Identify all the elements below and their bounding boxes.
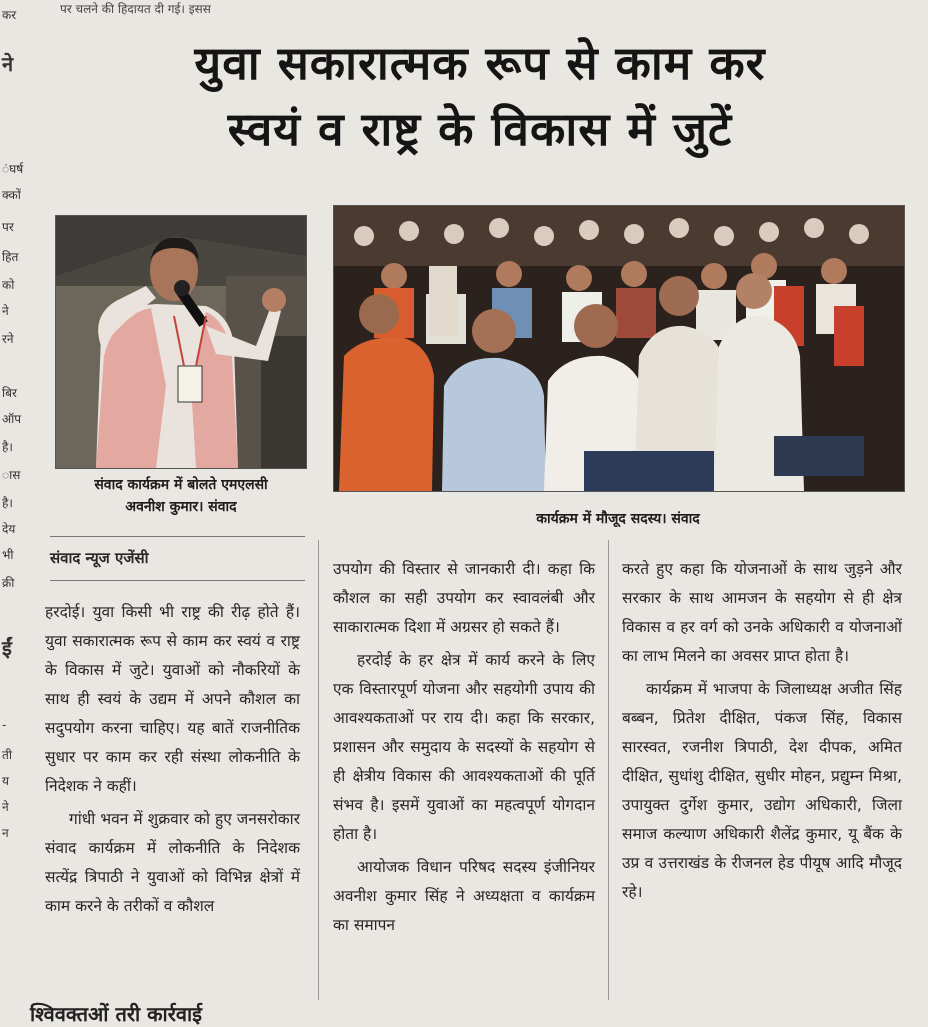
article-column-1 bbox=[45, 598, 300, 925]
audience-photo bbox=[333, 205, 905, 492]
speaker-photo bbox=[55, 215, 307, 469]
fragment: पर bbox=[2, 220, 14, 234]
fragment: हित bbox=[2, 250, 19, 264]
fragment: बिर bbox=[2, 386, 17, 400]
fragment: ने bbox=[2, 800, 9, 814]
byline: संवाद न्यूज एजेंसी bbox=[50, 549, 149, 567]
column-divider bbox=[608, 540, 609, 1000]
fragment: न bbox=[2, 826, 9, 840]
speaker-photo-caption bbox=[50, 474, 312, 518]
headline-line-2: स्वयं व राष्ट्र के विकास में जुटें bbox=[227, 102, 733, 156]
adjacent-column-fragments bbox=[0, 0, 36, 1024]
fragment: ती bbox=[2, 748, 12, 762]
fragment: रने bbox=[2, 332, 14, 346]
fragment: - bbox=[2, 718, 7, 732]
fragment: ऑप bbox=[2, 412, 22, 426]
previous-article-fragment: पर चलने की हिदायत दी गई। इसस bbox=[60, 2, 211, 16]
article-column-3 bbox=[622, 555, 902, 911]
headline-line-1: युवा सकारात्मक रूप से काम कर bbox=[194, 36, 766, 90]
fragment: कर bbox=[2, 8, 17, 22]
column-divider bbox=[318, 540, 319, 1000]
fragment: भी bbox=[2, 548, 14, 562]
speaker-caption-line-1: संवाद कार्यक्रम में बोलते एमएलसी bbox=[94, 477, 268, 493]
headline bbox=[45, 30, 915, 162]
fragment: क्कों bbox=[2, 188, 21, 202]
article-column-2 bbox=[333, 555, 595, 944]
speaker-illustration bbox=[56, 216, 306, 468]
byline-rule-bottom bbox=[50, 580, 305, 581]
speaker-caption-line-2: अवनीश कुमार। संवाद bbox=[125, 499, 237, 515]
audience-photo-caption: कार्यक्रम में मौजूद सदस्य। संवाद bbox=[536, 511, 700, 527]
byline-rule-top bbox=[50, 536, 305, 537]
next-article-fragment: श्विवक्तओं तरी कार्रवाई bbox=[30, 1002, 203, 1026]
fragment: ने bbox=[2, 52, 14, 76]
audience-illustration bbox=[334, 206, 904, 491]
fragment: ने bbox=[2, 304, 9, 318]
paragraph: उपयोग की विस्तार से जानकारी दी। कहा कि कौशल का सही उपयोग कर स्वावलंबी और साकारात्मक दिशा में अग्रसर हो सकते हैं। bbox=[333, 560, 595, 636]
paragraph: गांधी भवन में शुक्रवार को हुए जनसरोकार संवाद कार्यक्रम में लोकनीति के निदेशक सत्येंद्र त्रिपाठी ने युवाओं को विभिन्न क्षेत्रों में काम करने के तरीकों व कौशल bbox=[45, 810, 300, 915]
fragment: को bbox=[2, 278, 15, 292]
fragment: ंघर्ष bbox=[2, 162, 24, 176]
paragraph: हरदोई। युवा किसी भी राष्ट्र की रीढ़ होते हैं। युवा सकारात्मक रूप से काम कर स्वयं व राष्ट्र के विकास में जुटे। युवाओं को नौकरियों के साथ ही स्वयं के उद्यम में अपने कौशल का सदुपयोग करना चाहिए। यह बातें राजनीतिक सुधार पर काम कर रही संस्था लोकनीति के निदेशक ने कहीं। bbox=[45, 603, 300, 795]
paragraph: कार्यक्रम में भाजपा के जिलाध्यक्ष अजीत सिंह बब्बन, प्रितेश दीक्षित, पंकज सिंह, विकास सारस्वत, रजनीश त्रिपाठी, देश दीपक, अमित दीक्षित, सुधांशु दीक्षित, सुधीर मोहन, प्रद्युम्न मिश्रा, उपायुक्त दुर्गेश कुमार, उद्योग अधिकारी, जिला समाज कल्याण अधिकारी शैलेंद्र कुमार, यू बैंक के उप्र व उत्तराखंड के रीजनल हेड पीयूष आदि मौजूद रहे। bbox=[622, 680, 902, 901]
paragraph: करते हुए कहा कि योजनाओं के साथ जुड़ने और सरकार के साथ आमजन के सहयोग से ही क्षेत्र विकास व हर वर्ग को उनके अधिकारी व योजनाओं का लाभ मिलने का अवसर प्राप्त होता है। bbox=[622, 560, 902, 665]
fragment: ईं bbox=[2, 636, 12, 660]
fragment: है। bbox=[2, 496, 13, 510]
fragment: क्री bbox=[2, 576, 15, 590]
fragment: ास bbox=[2, 468, 21, 482]
paragraph: आयोजक विधान परिषद सदस्य इंजीनियर अवनीश कुमार सिंह ने अध्यक्षता व कार्यक्रम का समापन bbox=[333, 858, 595, 934]
paragraph: हरदोई के हर क्षेत्र में कार्य करने के लिए एक विस्तारपूर्ण योजना और सहयोगी उपाय की आवश्यकताओं पर राय दी। कहा कि सरकार, प्रशासन और समुदाय के सदस्यों के सहयोग से ही क्षेत्रीय विकास की आवश्यकताओं की पूर्ति संभव है। इसमें युवाओं का महत्वपूर्ण योगदान होता है। bbox=[333, 651, 595, 843]
fragment: है। bbox=[2, 440, 13, 454]
fragment: य bbox=[2, 774, 9, 788]
fragment: देय bbox=[2, 522, 16, 536]
